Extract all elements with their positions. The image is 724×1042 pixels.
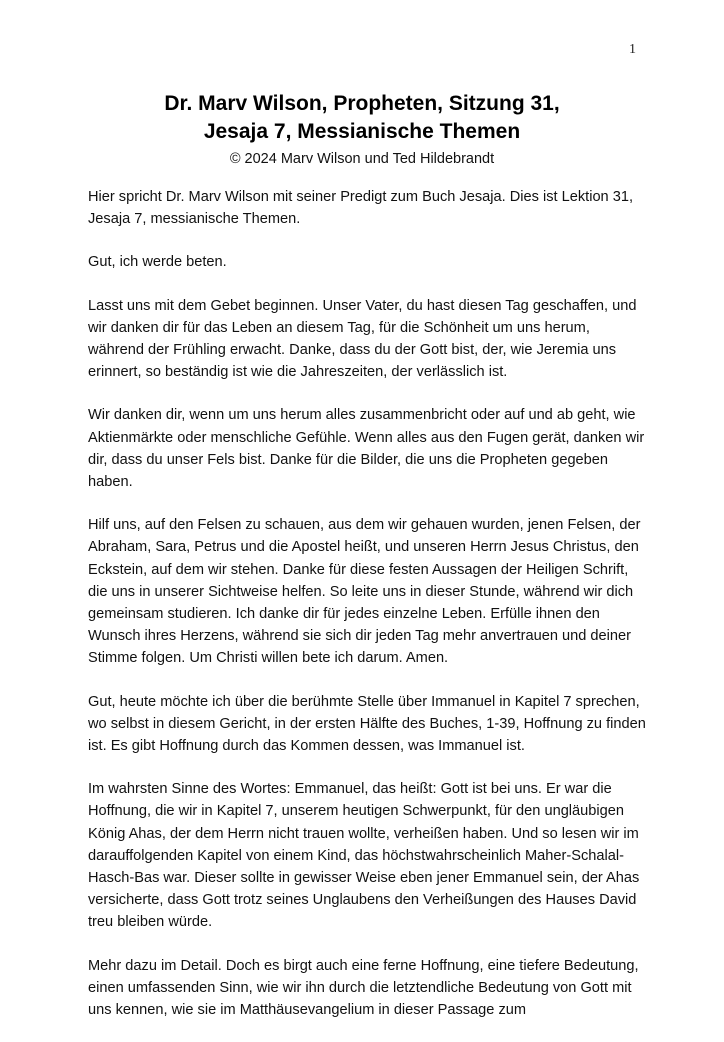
paragraph-immanuel-2: Im wahrsten Sinne des Wortes: Emmanuel, das heißt: Gott ist bei uns. Er war die Hoffnung, die wir in Kapitel 7, unserem heutigen Schwerpunkt, für den ungläubigen König Ahas, der dem Herrn nicht trauen wollte, verheißen haben. Und so lesen wir im darauffolgenden Kapitel von einem Kind, das höchstwahrscheinlich Maher-Schalal-Hasch-Bas war. Dieser sollte in gewisser Weise eben jener Emmanuel sein, der Ahas versicherte, dass Gott trotz seines Unglaubens den Verheißungen des Hauses David treu bleiben würde.: [88, 781, 640, 931]
paragraph-immanuel-1: Gut, heute möchte ich über die berühmte Stelle über Immanuel in Kapitel 7 sprechen, wo selbst in diesem Gericht, in der ersten Hälfte des Buches, 1-39, Hoffnung zu finden ist. Es gibt Hoffnung durch das Kommen dessen, was Immanuel ist.: [88, 693, 646, 755]
paragraph-prayer-intro: Gut, ich werde beten.: [88, 254, 227, 271]
title-line-1: Dr. Marv Wilson, Propheten, Sitzung 31,: [164, 92, 560, 115]
document-header: [0, 90, 724, 170]
page-number: 1: [629, 42, 636, 57]
paragraph-prayer-3: Hilf uns, auf den Felsen zu schauen, aus dem wir gehauen wurden, jenen Felsen, der Abraham, Sara, Petrus und die Apostel heißt, und unseren Herrn Jesus Christus, den Eckstein, auf dem wir stehen. Danke für diese festen Aussagen der Heiligen Schrift, die uns in unserer Sichtweise helfen. So leite uns in dieser Stunde, während wir dich gemeinsam studieren. Ich danke dir für jedes einzelne Leben. Erfülle ihnen den Wunsch ihres Herzens, während sie sich dir jeden Tag mehr anvertrauen und deiner Stimme folgen. Um Christi willen bete ich darum. Amen.: [88, 517, 641, 667]
transcript-body: [88, 186, 648, 1042]
paragraph-detail: Mehr dazu im Detail. Doch es birgt auch eine ferne Hoffnung, eine tiefere Bedeutung, einen umfassenden Sinn, wie wir ihn durch die letztendliche Bedeutung von Gott mit uns kennen, wie sie im Matthäusevangelium in dieser Passage zum: [88, 957, 639, 1019]
copyright-line: © 2024 Marv Wilson und Ted Hildebrandt: [229, 151, 495, 167]
paragraph-intro: Hier spricht Dr. Marv Wilson mit seiner Predigt zum Buch Jesaja. Dies ist Lektion 31, Jesaja 7, messianische Themen.: [88, 189, 634, 228]
paragraph-prayer-1: Lasst uns mit dem Gebet beginnen. Unser Vater, du hast diesen Tag geschaffen, und wir danken dir für das Leben an diesem Tag, für die Schönheit um uns herum, während der Frühling erwacht. Danke, dass du der Gott bist, der, wie Jeremia uns erinnert, so beständig ist wie die Jahreszeiten, der verlässlich ist.: [88, 297, 637, 381]
title-line-2: Jesaja 7, Messianische Themen: [203, 120, 521, 143]
paragraph-prayer-2: Wir danken dir, wenn um uns herum alles zusammenbricht oder auf und ab geht, wie Aktienmärkte oder menschliche Gefühle. Wenn alles aus den Fugen gerät, danken wir dir, dass du unser Fels bist. Danke für die Bilder, die uns die Propheten gegeben haben.: [88, 407, 645, 491]
